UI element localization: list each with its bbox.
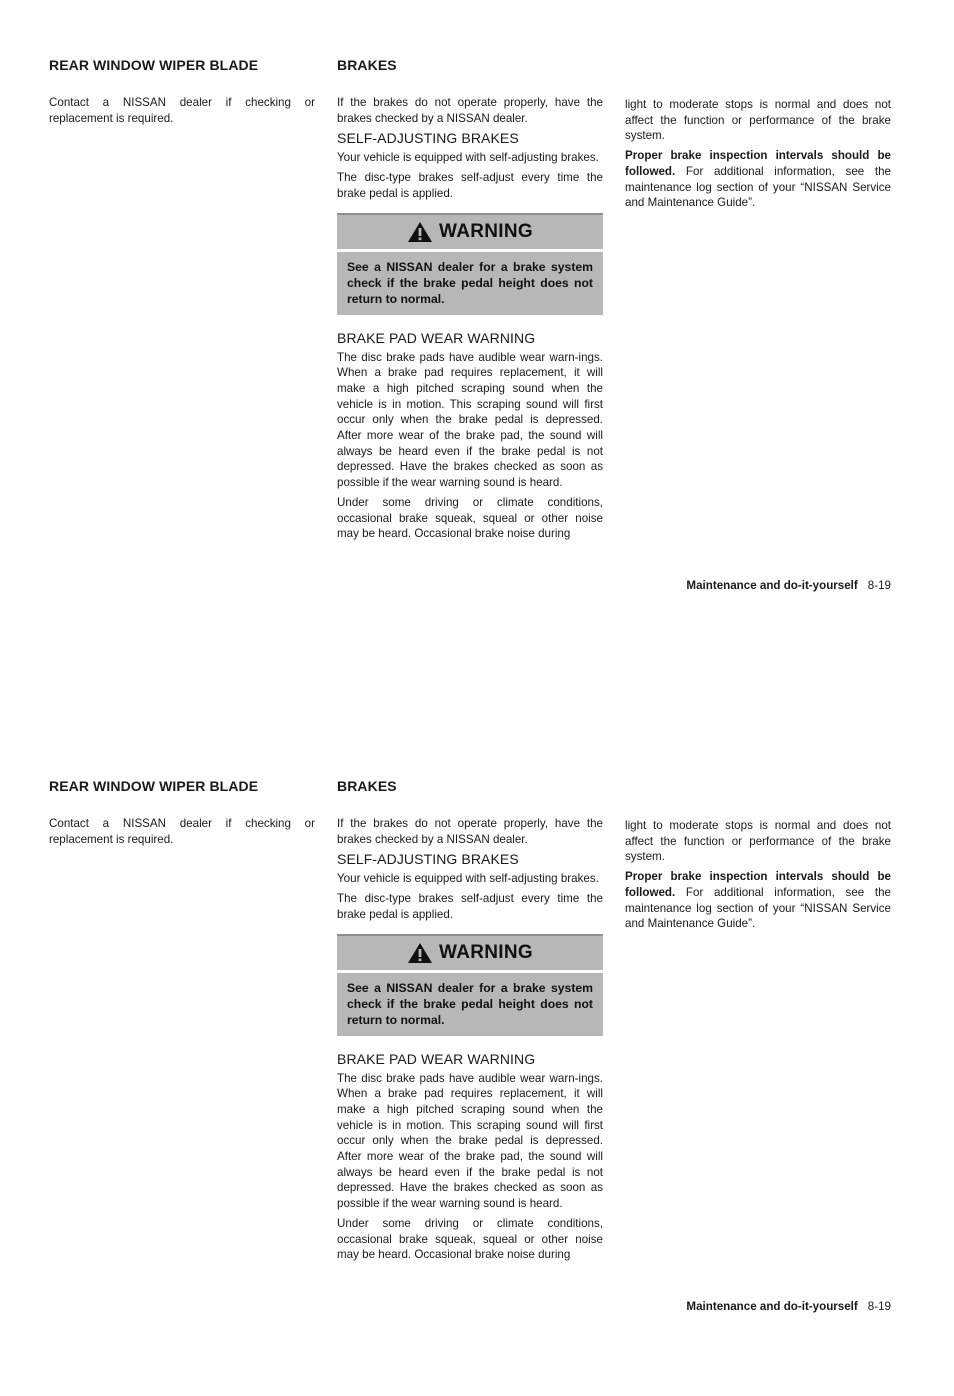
pad-wear-p1: The disc brake pads have audible wear warn-ings. When a brake pad requires replacement, it will make a high pitched scraping sound when the vehicle is in motion. This scraping sound will first occur only when the brake pedal is depressed. After more wear of the brake pad, the sound will always be heard even if the brake pedal is not depressed. Have the brakes checked as soon as possible if the wear warning sound is heard.: [337, 350, 603, 490]
self-adjusting-p1: Your vehicle is equipped with self-adjusting brakes.: [337, 872, 599, 886]
footer-section: Maintenance and do-it-yourself: [686, 579, 858, 592]
manual-page: [0, 0, 954, 675]
warning-text: See a NISSAN dealer for a brake system check if the brake pedal height does not return to normal.: [337, 252, 603, 315]
section-heading-wiper: REAR WINDOW WIPER BLADE: [49, 778, 259, 794]
warning-label: WARNING: [439, 941, 533, 963]
inspection-rest: For additional information, see the maintenance log section of your “NISSAN Service and Maintenance Guide”.: [625, 885, 891, 931]
manual-page: [0, 721, 954, 1396]
inspection-lead: Proper brake inspection intervals should be followed.: [625, 870, 891, 899]
footer-section: Maintenance and do-it-yourself: [686, 1300, 858, 1313]
self-adjusting-p2: The disc-type brakes self-adjust every time the brake pedal is applied.: [337, 171, 603, 200]
warning-triangle-icon: [407, 221, 433, 243]
subheading-pad-wear: BRAKE PAD WEAR WARNING: [337, 329, 536, 346]
self-adjusting-p2: The disc-type brakes self-adjust every time the brake pedal is applied.: [337, 892, 603, 921]
warning-box: [337, 934, 603, 1036]
pad-wear-p2: Under some driving or climate conditions, occasional brake squeak, squeal or other noise may be heard. Occasional brake noise during: [337, 495, 603, 541]
inspection-rest: For additional information, see the maintenance log section of your “NISSAN Service and Maintenance Guide”.: [625, 164, 891, 210]
right-p1: light to moderate stops is normal and does not affect the function or performance of the brake system.: [625, 819, 891, 864]
subheading-pad-wear: BRAKE PAD WEAR WARNING: [337, 1050, 536, 1067]
section-heading-brakes: BRAKES: [337, 778, 397, 794]
page-footer: [664, 579, 891, 592]
wiper-text: Contact a NISSAN dealer if checking or replacement is required.: [49, 817, 315, 846]
brakes-intro: If the brakes do not operate properly, have the brakes checked by a NISSAN dealer.: [337, 817, 603, 846]
pad-wear-p2: Under some driving or climate conditions, occasional brake squeak, squeal or other noise may be heard. Occasional brake noise during: [337, 1216, 603, 1262]
warning-box: [337, 213, 603, 315]
right-p2: [625, 869, 891, 932]
section-heading-brakes: BRAKES: [337, 57, 397, 73]
warning-header: [337, 934, 603, 970]
inspection-lead: Proper brake inspection intervals should be followed.: [625, 149, 891, 178]
warning-label: WARNING: [439, 220, 533, 242]
right-p2: [625, 148, 891, 211]
warning-header: [337, 213, 603, 249]
warning-text: See a NISSAN dealer for a brake system check if the brake pedal height does not return to normal.: [337, 973, 603, 1036]
subheading-self-adjusting: SELF-ADJUSTING BRAKES: [337, 851, 519, 868]
page-footer: [664, 1300, 891, 1313]
wiper-text: Contact a NISSAN dealer if checking or replacement is required.: [49, 96, 315, 125]
section-heading-wiper: REAR WINDOW WIPER BLADE: [49, 57, 259, 73]
footer-page-number: 8-19: [867, 1300, 891, 1313]
warning-triangle-icon: [407, 942, 433, 964]
right-p1: light to moderate stops is normal and does not affect the function or performance of the brake system.: [625, 98, 891, 143]
footer-page-number: 8-19: [867, 579, 891, 592]
subheading-self-adjusting: SELF-ADJUSTING BRAKES: [337, 130, 519, 147]
brakes-intro: If the brakes do not operate properly, have the brakes checked by a NISSAN dealer.: [337, 96, 603, 125]
pad-wear-p1: The disc brake pads have audible wear warn-ings. When a brake pad requires replacement, it will make a high pitched scraping sound when the vehicle is in motion. This scraping sound will first occur only when the brake pedal is depressed. After more wear of the brake pad, the sound will always be heard even if the brake pedal is not depressed. Have the brakes checked as soon as possible if the wear warning sound is heard.: [337, 1071, 603, 1211]
self-adjusting-p1: Your vehicle is equipped with self-adjusting brakes.: [337, 151, 599, 165]
